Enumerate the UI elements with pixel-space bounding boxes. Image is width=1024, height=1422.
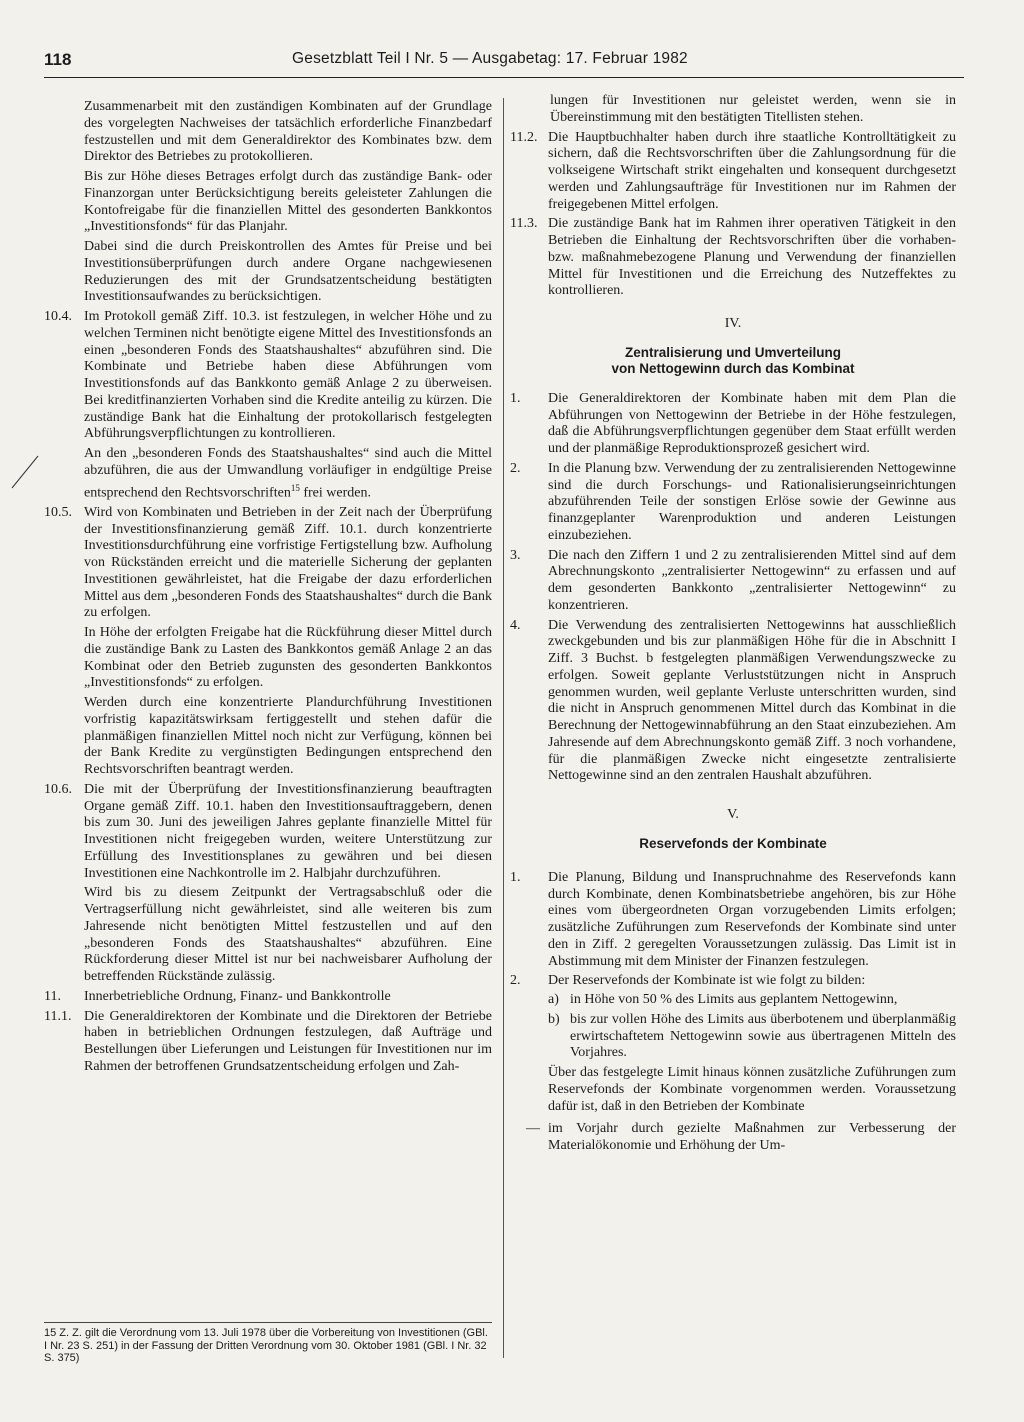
clause-iv-1	[510, 391, 956, 458]
sub-item-b	[548, 1012, 956, 1062]
clause-text: Wird von Kombinaten und Betrieben in der Zeit nach der Überprüfung der Investitionsfinanzierung gemäß Ziff. 10.1. durch konzentrierte Investitionsdurchführung eine vorfristige Fertigstellung bzw. Aufholung von Rückständen erreicht und die materielle Sicherung der geplanten Investitionen gewährleistet, hat die Freigabe der dazu erforderlichen Mittel aus dem „besonderen Fonds des Staatshaushaltes“ durch die Bank zu erfolgen.	[84, 504, 492, 621]
paragraph: Zusammenarbeit mit den zuständigen Kombinaten auf der Grundlage des vorgelegten Nachweises der tatsächlich erforderliche Finanzbedarf festzustellen und mit dem Generaldirektor des Kombinates bzw. dem Direktor des Betriebes zu protokollieren.	[84, 99, 492, 165]
sub-item-a	[548, 992, 956, 1009]
paragraph-text: An den „besonderen Fonds des Staatshaushaltes“ sind auch die Mittel abzuführen, die aus der Umwandlung vorläufiger in endgültige Preise entsprechend den Rechtsvorschriften	[84, 446, 492, 501]
dash-text: im Vorjahr durch gezielte Maßnahmen zur Verbesserung der Materialökonomie und Erhöhung der Um-	[548, 1121, 956, 1153]
clause-number: 11.	[44, 988, 61, 1004]
clause-10-6	[44, 782, 492, 883]
clause-text: Im Protokoll gemäß Ziff. 10.3. ist festzulegen, in welcher Höhe und zu welchen Terminen nicht benötigte eigene Mittel des Investitionsfonds an einen „besonderen Fonds des Staatshaushaltes“ abzuführen sind. Die Kombinate und Betriebe haben diese Abführungen vom Investitionsfonds auf das Bankkonto gemäß Anlage 2 zu überweisen. Bei kreditfinanzierten Vorhaben sind die Kredite anteilig zu kürzen. Die zuständige Bank hat die Einhaltung der protokollarisch festgelegten Abführungsverpflichtungen zu kontrollieren.	[84, 309, 492, 442]
clause-11	[44, 989, 492, 1006]
footnote	[44, 1322, 492, 1365]
header-rule	[44, 77, 964, 78]
paragraph-text: frei werden.	[299, 485, 371, 501]
pencil-mark	[10, 454, 40, 490]
clause-number: 11.1.	[44, 1008, 72, 1024]
paragraph: Dabei sind die durch Preiskontrollen des Amtes für Preise und bei Investitionsüberprüfungen durch andere Organe nachgewiesenen Reduzierungen des mit der Grundsatzentscheidung bestätigten Investitionsaufwandes zu berücksichtigen.	[84, 239, 492, 305]
footnote-text: 15 Z. Z. gilt die Verordnung vom 13. Juli 1978 über die Vorbereitung von Investitionen (GBl. I Nr. 23 S. 251) in der Fassung der Dritten Verordnung vom 30. Oktober 1981 (GBl. I Nr. 32 S. 375)	[44, 1327, 488, 1364]
clause-text: Die Generaldirektoren der Kombinate und die Direktoren der Betriebe haben in betrieblichen Ordnungen festzulegen, daß Aufträge und Bestellungen über Lieferungen und Leistungen für Investitionen nur im Rahmen der betroffenen Grundsatzentscheidung erfolgen und Zah-	[84, 1008, 492, 1074]
sub-item-label: a)	[548, 992, 559, 1007]
clause-v-1	[510, 870, 956, 971]
section-title-line: von Nettogewinn durch das Kombinat	[611, 360, 855, 376]
clause-number: 10.6.	[44, 781, 72, 797]
sub-item-label: b)	[548, 1011, 560, 1027]
clause-number: 1.	[510, 390, 521, 406]
clause-text: Die Verwendung des zentralisierten Nettogewinns hat ausschließlich zweckgebunden und bis zur planmäßigen Höhe für die in Abschnitt I Ziff. 3 Buchst. b festgelegten planmäßigen Verwendungszwecke zu erfolgen. Soweit geplante Verluststützungen nicht in Anspruch genommen wurden, weil geplante Verluste unterschritten wurden, sind die nicht in Anspruch genommenen Mittel durch das Kombinat in die Berechnung der Nettogewinnabführung an den Staat einzubeziehen. Am Jahresende auf dem Abrechnungskonto gemäß Ziff. 3 noch vorhandene, für die planmäßigen Zwecke nicht eingesetzte zentralisierte Nettogewinne sind an den zentralen Haushalt abzuführen.	[548, 617, 956, 784]
paragraph: Werden durch eine konzentrierte Plandurchführung Investitionen vorfristig kapazitätswirksam fertiggestellt und stehen dafür die planmäßigen finanziellen Mittel noch nicht zur Verfügung, können bei der Bank Kredite zu vergünstigten Bedingungen entsprechend den Rechtsvorschriften beantragt werden.	[84, 695, 492, 778]
clause-v-2	[510, 973, 956, 1118]
clause-text: Die Hauptbuchhalter haben durch ihre staatliche Kontrolltätigkeit zu sichern, daß die Rechtsvorschriften über die Zahlungsordnung für die volkseigene Wirtschaft strikt eingehalten und konsequent durchgesetzt werden und Zahlungsaufträge für Investitionen nur im Rahmen der freigegebenen Mittel erfolgen.	[548, 129, 956, 212]
paragraph: Wird bis zu diesem Zeitpunkt der Vertragsabschluß oder die Vertragserfüllung nicht gewährleistet, sind alle weiteren bis zum Jahresende nicht benötigten Mittel festzustellen und auf den „besonderen Fonds des Staatshaushaltes“ abzuführen. Eine Rückforderung dieser Mittel ist nur bei nachweisbarer Aufholung der betreffenden Rückstände zulässig.	[84, 885, 492, 985]
clause-text: Der Reservefonds der Kombinate ist wie folgt zu bilden:	[548, 973, 866, 989]
clause-number: 11.3.	[510, 216, 538, 232]
clause-heading: Innerbetriebliche Ordnung, Finanz- und Bankkontrolle	[84, 988, 391, 1004]
clause-text: Die Planung, Bildung und Inanspruchnahme des Reservefonds kann durch Kombinate, denen Kombinatsbetriebe angehören, bis zur Höhe eines vom übergeordneten Organ vorzugebenden Limits erfolgen; zusätzliche Zuführungen zum Reservefonds der Kombinate sind unter den in Ziff. 2 geregelten Voraussetzungen zulässig. Das Limit ist in Abstimmung mit dem Minister der Finanzen festzulegen.	[548, 869, 956, 969]
clause-number: 4.	[510, 617, 521, 633]
clause-number: 2.	[510, 973, 521, 989]
clause-10-4	[44, 309, 492, 443]
page-header	[44, 50, 964, 76]
section-number: V.	[727, 807, 739, 822]
footnote-ref: 15	[290, 482, 300, 493]
clause-body	[548, 973, 956, 1118]
clause-number: 10.5.	[44, 504, 72, 520]
clause-text: Die Generaldirektoren der Kombinate haben mit dem Plan die Abführungen von Nettogewinn der Betriebe in der Höhe festzulegen, daß die Abführungsverpflichtungen gegenüber dem Staat erfüllt werden und der planmäßige Reproduktionsprozeß gesichert wird.	[548, 390, 956, 456]
running-title: Gesetzblatt Teil I Nr. 5 — Ausgabetag: 17. Februar 1982	[292, 50, 688, 67]
paragraph: lungen für Investitionen nur geleistet werden, wenn sie in Übereinstimmung mit den bestätigten Titellisten stehen.	[550, 93, 956, 125]
clause-number: 2.	[510, 460, 521, 476]
paragraph	[44, 446, 492, 502]
clause-11-1	[44, 1009, 492, 1076]
clause-text: Die nach den Ziffern 1 und 2 zu zentralisierenden Mittel sind auf dem Abrechnungskonto „zentralisierter Nettogewinn“ zu erfassen und auf dem gesonderten Bankkonto „zentralisierter Nettogewinn“ zu konzentrieren.	[548, 547, 956, 613]
section-title: Reservefonds der Kombinate	[639, 835, 827, 851]
page-number: 118	[44, 50, 72, 69]
section-title-line: Zentralisierung und Umverteilung	[624, 344, 842, 360]
clause-text: Die mit der Überprüfung der Investitionsfinanzierung beauftragten Organe gemäß Ziff. 10.1. haben den Investitionsauftraggebern, denen bis zum 30. Juni des jeweiligen Jahres geplante finanzielle Mittel für Investitionen nicht freigegeben wurden, weitere Unterstützung zur Erfüllung des Investitionsplanes zu gewähren und bei diesen Investitionen eine Nachkontrolle im 2. Halbjahr durchzuführen.	[84, 781, 492, 881]
dash-item	[510, 1121, 956, 1155]
paragraph: In Höhe der erfolgten Freigabe hat die Rückführung dieser Mittel durch die zuständige Bank zu Lasten des Bankkontos gemäß Anlage 2 an das Kombinat oder den Betrieb zugunsten des gesonderten Bankkontos „Investitionsfonds“ zu erfolgen.	[84, 625, 492, 691]
paragraph: Bis zur Höhe dieses Betrages erfolgt durch das zuständige Bank- oder Finanzorgan unter Berücksichtigung bereits geleisteter Zahlungen die Kontofreigabe für die finanziellen Mittel des gesonderten Bankkontos „Investitionsfonds“ für das Planjahr.	[84, 169, 492, 235]
sub-item-text: bis zur vollen Höhe des Limits aus überbotenem und überplanmäßig erwirtschaftetem Nettogewinn sowie aus übertragenen Mitteln des Vorjahres.	[570, 1011, 956, 1061]
column-divider	[503, 98, 504, 1358]
left-column	[44, 99, 492, 1079]
clause-10-5	[44, 505, 492, 622]
sub-item-text: in Höhe von 50 % des Limits aus geplantem Nettogewinn,	[570, 992, 898, 1007]
clause-11-3	[510, 216, 956, 300]
clause-iv-4	[510, 618, 956, 786]
clause-11-2	[510, 130, 956, 214]
clause-text: Die zuständige Bank hat im Rahmen ihrer operativen Tätigkeit in den Betrieben die Einhaltung der Rechtsvorschriften über die vorhaben- bzw. maßnahmebezogene Planung und Verwendung der finanziellen Mittel für Investitionen und die Erreichung des Nutzeffektes zu kontrollieren.	[548, 216, 956, 299]
clause-number: 3.	[510, 547, 521, 563]
clause-number: 10.4.	[44, 309, 72, 324]
clause-number: 11.2.	[510, 129, 538, 145]
clause-text: In die Planung bzw. Verwendung der zu zentralisierenden Nettogewinne sind die durch Forschungs- und Rationalisierungseinrichtungen abzuführenden Teile der sonstigen Erlöse sowie der Gewinne aus finanzgeplanter Warenproduktion und anderen Leistungen einzubeziehen.	[548, 460, 956, 543]
dash-label: —	[526, 1121, 540, 1137]
clause-iv-2	[510, 461, 956, 545]
paragraph: Über das festgelegte Limit hinaus können zusätzliche Zuführungen zum Reservefonds der Kombinate vorgenommen werden. Voraussetzung dafür ist, daß in den Betrieben der Kombinate	[548, 1065, 956, 1114]
right-column	[510, 93, 956, 1157]
clause-iv-3	[510, 548, 956, 615]
section-number: IV.	[724, 316, 742, 331]
section-title	[510, 345, 956, 377]
clause-number: 1.	[510, 869, 521, 885]
